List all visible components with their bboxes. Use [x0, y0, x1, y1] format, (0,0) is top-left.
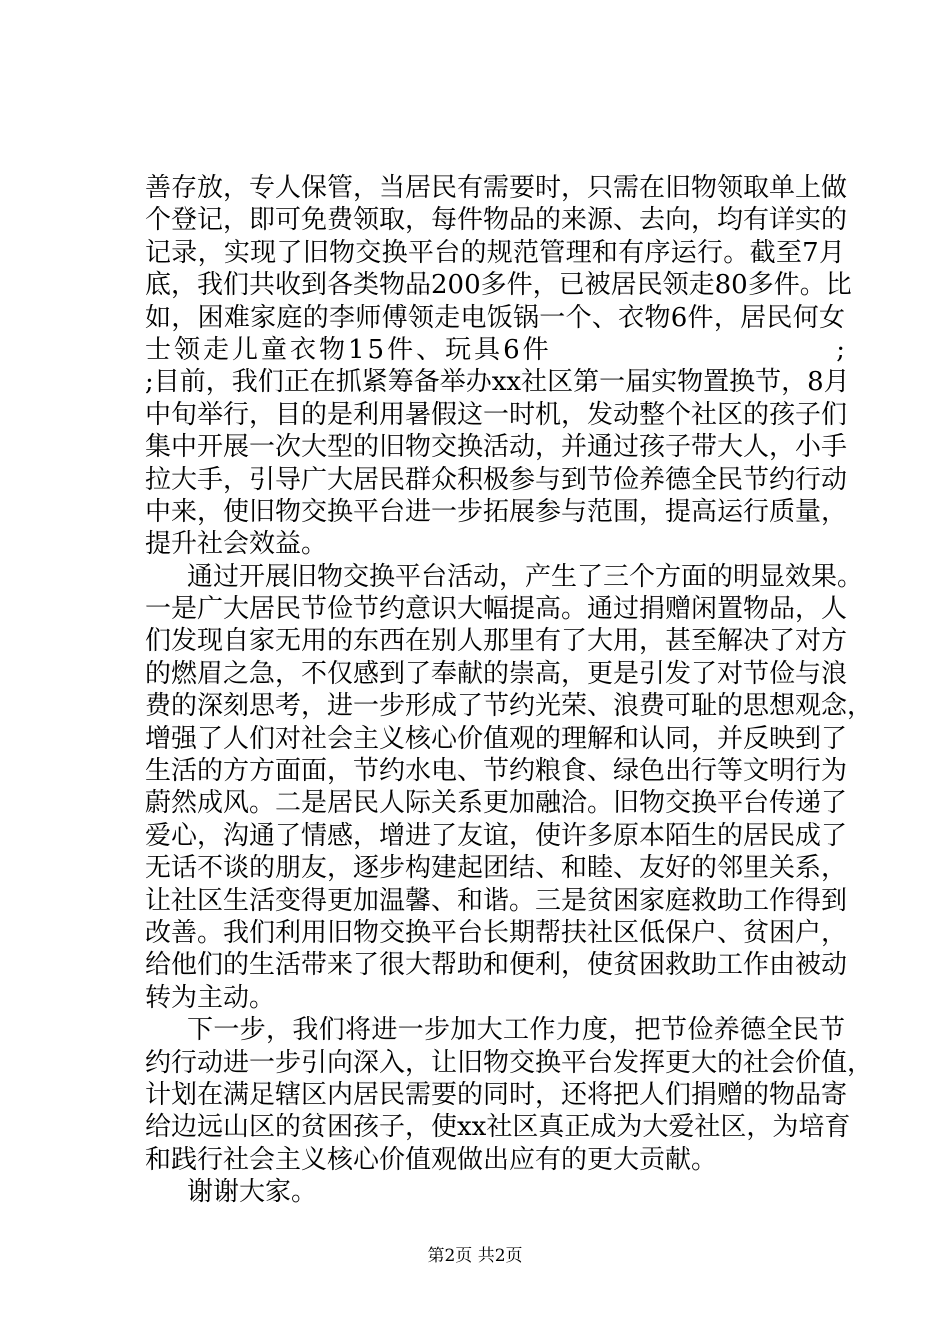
document-body — [145, 172, 874, 1209]
text-line — [145, 334, 845, 366]
text-line: 让社区生活变得更加温馨、和谐。三是贫困家庭救助工作得到 — [145, 885, 848, 916]
text-line: 蔚然成风。二是居民人际关系更加融洽。旧物交换平台传递了 — [145, 788, 848, 819]
text-line: 个登记，即可免费领取，每件物品的来源、去向，均有详实的 — [145, 205, 848, 236]
text-line: 生活的方方面面，节约水电、节约粮食、绿色出行等文明行为 — [145, 756, 848, 787]
text-line: 提升社会效益。 — [145, 529, 328, 560]
text-line: 下一步，我们将进一步加大工作力度，把节俭养德全民节 — [187, 1015, 845, 1046]
text-line: 计划在满足辖区内居民需要的同时，还将把人们捐赠的物品寄 — [145, 1079, 848, 1110]
text-fragment: 士领走儿童衣物15件、玩具6件 — [145, 334, 552, 365]
text-line: 无话不谈的朋友，逐步构建起团结、和睦、友好的邻里关系， — [145, 853, 848, 884]
text-line: 中来，使旧物交换平台进一步拓展参与范围，提高运行质量， — [145, 496, 848, 527]
text-line: 们发现自家无用的东西在别人那里有了大用，甚至解决了对方 — [145, 626, 848, 657]
page-number: 第2页 共2页 — [427, 1246, 523, 1266]
text-line: 善存放，专人保管，当居民有需要时，只需在旧物领取单上做 — [145, 173, 848, 203]
text-line: 底，我们共收到各类物品200多件，已被居民领走80多件。比 — [145, 270, 852, 301]
text-line: 爱心，沟通了情感，增进了友谊，使许多原本陌生的居民成了 — [145, 820, 848, 851]
text-line: 给边远山区的贫困孩子，使xx社区真正成为大爱社区，为培育 — [145, 1112, 851, 1143]
text-line: 改善。我们利用旧物交换平台长期帮扶社区低保户、贫困户， — [145, 917, 848, 948]
text-line: 通过开展旧物交换平台活动，产生了三个方面的明显效果。 — [187, 561, 864, 592]
text-line: 如，困难家庭的李师傅领走电饭锅一个、衣物6件，居民何女 — [145, 302, 845, 333]
text-line: 记录，实现了旧物交换平台的规范管理和有序运行。截至7月 — [145, 237, 845, 268]
closing-line: 谢谢大家。 — [187, 1177, 318, 1208]
text-line: 增强了人们对社会主义核心价值观的理解和认同，并反映到了 — [145, 723, 848, 754]
text-line: 约行动进一步引向深入，让旧物交换平台发挥更大的社会价值， — [145, 1047, 874, 1078]
text-line: 集中开展一次大型的旧物交换活动，并通过孩子带大人，小手 — [145, 432, 848, 463]
text-line: 拉大手，引导广大居民群众积极参与到节俭养德全民节约行动 — [145, 464, 848, 495]
text-fragment: ; — [836, 334, 845, 365]
text-line: 的燃眉之急，不仅感到了奉献的崇高，更是引发了对节俭与浪 — [145, 658, 848, 689]
text-line: ;目前，我们正在抓紧筹备举办xx社区第一届实物置换节，8月 — [145, 367, 850, 398]
text-line: 费的深刻思考，进一步形成了节约光荣、浪费可耻的思想观念， — [145, 691, 874, 722]
text-line: 和践行社会主义核心价值观做出应有的更大贡献。 — [145, 1144, 718, 1175]
text-line: 转为主动。 — [145, 982, 276, 1013]
text-line: 给他们的生活带来了很大帮助和便利，使贫困救助工作由被动 — [145, 950, 848, 981]
text-line: 一是广大居民节俭节约意识大幅提高。通过捐赠闲置物品，人 — [145, 594, 848, 625]
text-line: 中旬举行，目的是利用暑假这一时机，发动整个社区的孩子们 — [145, 399, 848, 430]
